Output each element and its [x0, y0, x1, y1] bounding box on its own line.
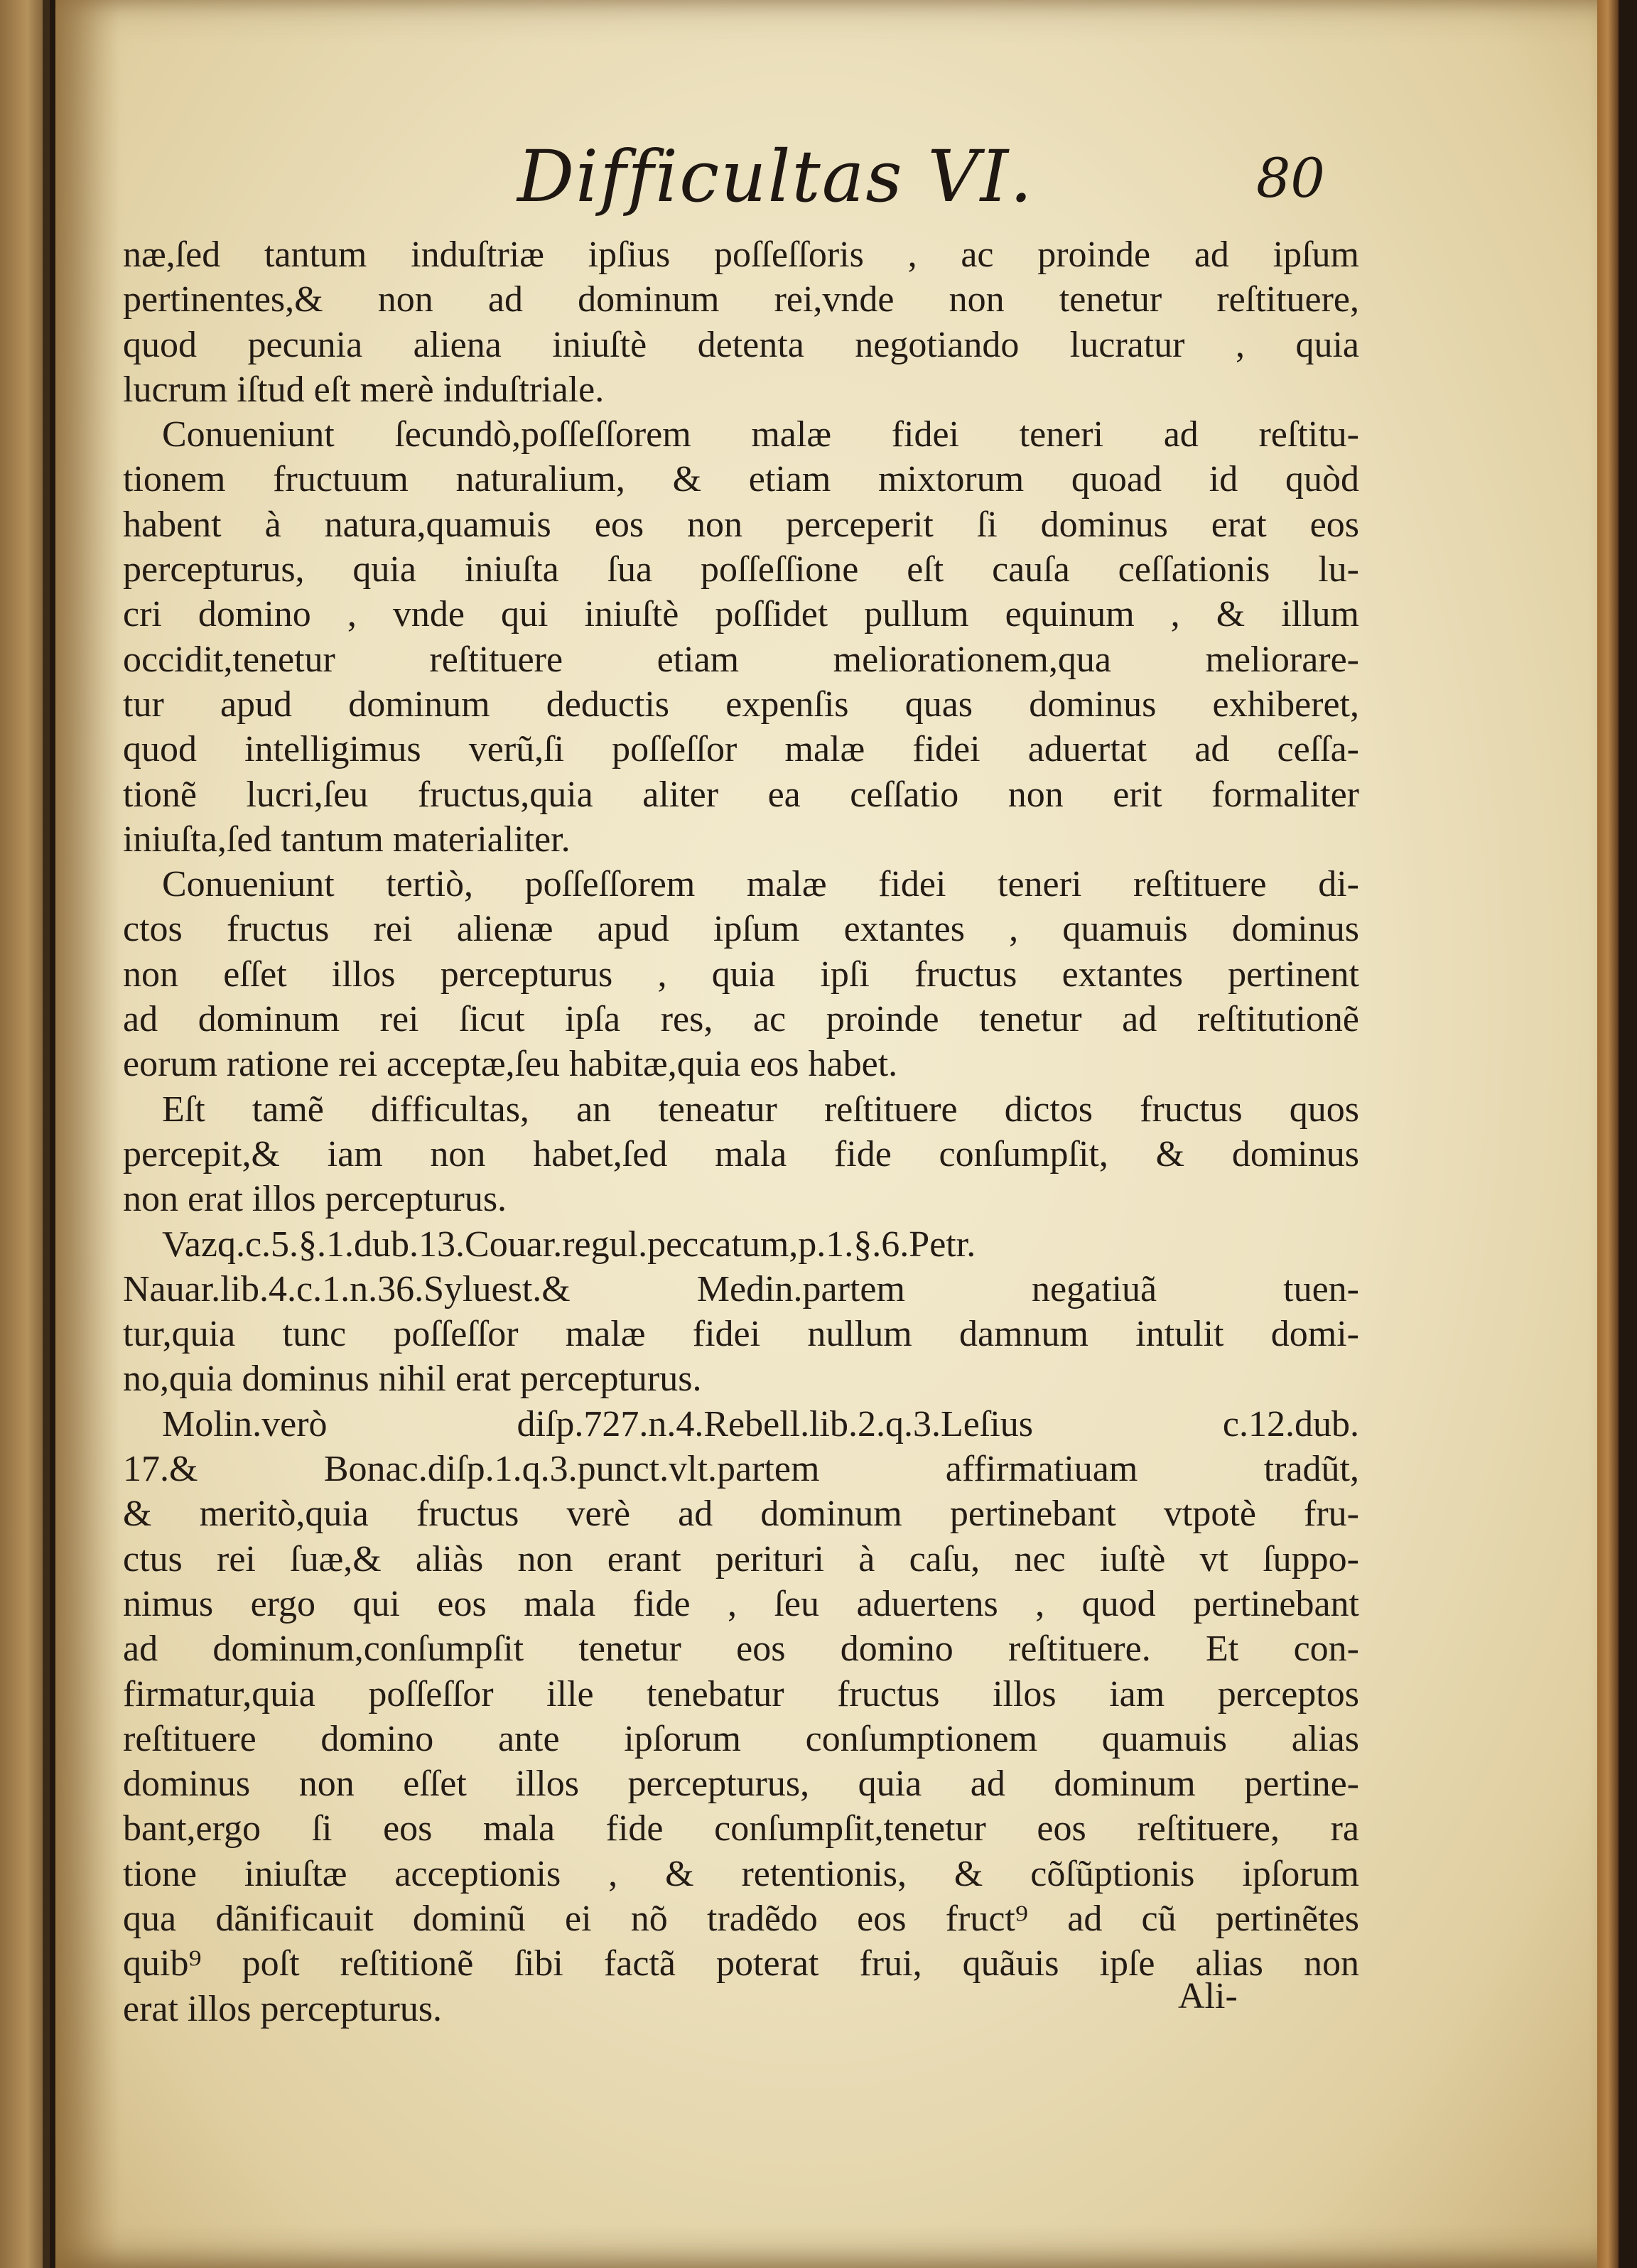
facing-page-edge — [0, 0, 50, 2268]
text-line: non eſſet illos percepturus , quia ipſi fructus extantes pertinent — [123, 954, 1359, 995]
text-line: percepit,& iam non habet,ſed mala fide conſumpſit, & dominus — [123, 1133, 1359, 1174]
text-line: ad dominum,conſumpſit tenetur eos domino reſtituere. Et con- — [123, 1629, 1359, 1670]
text-line: Conueniunt tertiò, poſſeſſorem malæ fidei teneri reſtituere di- — [162, 864, 1359, 905]
text-line: erat illos percepturus. — [123, 1988, 443, 2029]
page-fore-edge — [1597, 0, 1619, 2268]
text-line: habent à natura,quamuis eos non perceperit ſi dominus erat eos — [123, 504, 1359, 545]
text-line: Vazq.c.5.§.1.dub.13.Couar.regul.peccatum,p.1.§.6.Petr. — [162, 1224, 976, 1265]
text-line: cri domino , vnde qui iniuſtè poſſidet pullum equinum , & illum — [123, 594, 1359, 635]
text-line: qua dãnificauit dominũ ei nõ tradẽdo eos fruct⁹ ad cũ pertinẽtes — [123, 1898, 1359, 1939]
text-line: percepturus, quia iniuſta ſua poſſeſſione eſt cauſa ceſſationis lu- — [123, 549, 1359, 590]
text-line: tionem fructuum naturalium, & etiam mixtorum quoad id quòd — [123, 459, 1359, 500]
text-line: tionẽ lucri,ſeu fructus,quia aliter ea ceſſatio non erit formaliter — [123, 774, 1359, 815]
text-line: Conueniunt ſecundò,poſſeſſorem malæ fidei teneri ad reſtitu- — [162, 414, 1359, 455]
text-line: ctus rei ſuæ,& aliàs non erant perituri à caſu, nec iuſtè vt ſuppo- — [123, 1538, 1359, 1580]
running-head — [55, 128, 1619, 227]
text-line: Eſt tamẽ difficultas, an teneatur reſtituere dictos fructus quos — [162, 1089, 1359, 1130]
text-line: quod pecunia aliena iniuſtè detenta negotiando lucratur , quia — [123, 324, 1359, 365]
text-line: occidit,tenetur reſtituere etiam meliorationem,qua meliorare- — [123, 639, 1359, 680]
text-line: no,quia dominus nihil erat percepturus. — [123, 1359, 702, 1400]
text-line: Molin.verò diſp.727.n.4.Rebell.lib.2.q.3.Leſius c.12.dub. — [162, 1403, 1359, 1444]
page-number: 80 — [1256, 146, 1325, 210]
text-line: ad dominum rei ſicut ipſa res, ac proinde tenetur ad reſtitutionẽ — [123, 999, 1359, 1040]
text-line: tur,quia tunc poſſeſſor malæ fidei nullum damnum intulit domi- — [123, 1314, 1359, 1355]
text-line: pertinentes,& non ad dominum rei,vnde non tenetur reſtituere, — [123, 279, 1359, 320]
text-line: Nauar.lib.4.c.1.n.36.Syluest.& Medin.partem negatiuã tuen- — [123, 1268, 1359, 1310]
text-line: quod intelligimus verũ,ſi poſſeſſor malæ fidei aduertat ad ceſſa- — [123, 729, 1359, 770]
text-line: dominus non eſſet illos percepturus, quia ad dominum pertine- — [123, 1764, 1359, 1805]
text-line: 17.& Bonac.diſp.1.q.3.punct.vlt.partem affirmatiuam tradũt, — [123, 1449, 1359, 1490]
text-line: non erat illos percepturus. — [123, 1179, 507, 1220]
header-title: Difficultas VI. — [517, 135, 1034, 218]
text-line: quib⁹ poſt reſtitionẽ ſibi factã poterat frui, quãuis ipſe alias non — [123, 1943, 1359, 1984]
text-line: iniuſta,ſed tantum materialiter. — [123, 819, 571, 860]
book-page — [55, 0, 1619, 2268]
text-line: reſtituere domino ante ipſorum conſumptionem quamuis alias — [123, 1718, 1359, 1759]
text-line: firmatur,quia poſſeſſor ille tenebatur fructus illos iam perceptos — [123, 1673, 1359, 1714]
text-line: ctos fructus rei alienæ apud ipſum extantes , quamuis dominus — [123, 909, 1359, 950]
text-line: tione iniuſtæ acceptionis , & retentionis, & cõſũptionis ipſorum — [123, 1853, 1359, 1894]
text-line: lucrum iſtud eſt merè induſtriale. — [123, 369, 605, 410]
gutter-shading — [55, 0, 119, 2268]
text-line: & meritò,quia fructus verè ad dominum pertinebant vtpotè fru- — [123, 1494, 1359, 1535]
body-text — [123, 232, 1359, 2031]
catchword: Ali- — [1178, 1976, 1238, 2016]
text-line: bant,ergo ſi eos mala fide conſumpſit,tenetur eos reſtituere, ra — [123, 1808, 1359, 1850]
text-line: næ,ſed tantum induſtriæ ipſius poſſeſſoris , ac proinde ad ipſum — [123, 234, 1359, 275]
text-line: tur apud dominum deductis expenſis quas dominus exhiberet, — [123, 684, 1359, 725]
text-line: nimus ergo qui eos mala fide , ſeu aduertens , quod pertinebant — [123, 1583, 1359, 1624]
text-line: eorum ratione rei acceptæ,ſeu habitæ,quia eos habet. — [123, 1044, 898, 1085]
